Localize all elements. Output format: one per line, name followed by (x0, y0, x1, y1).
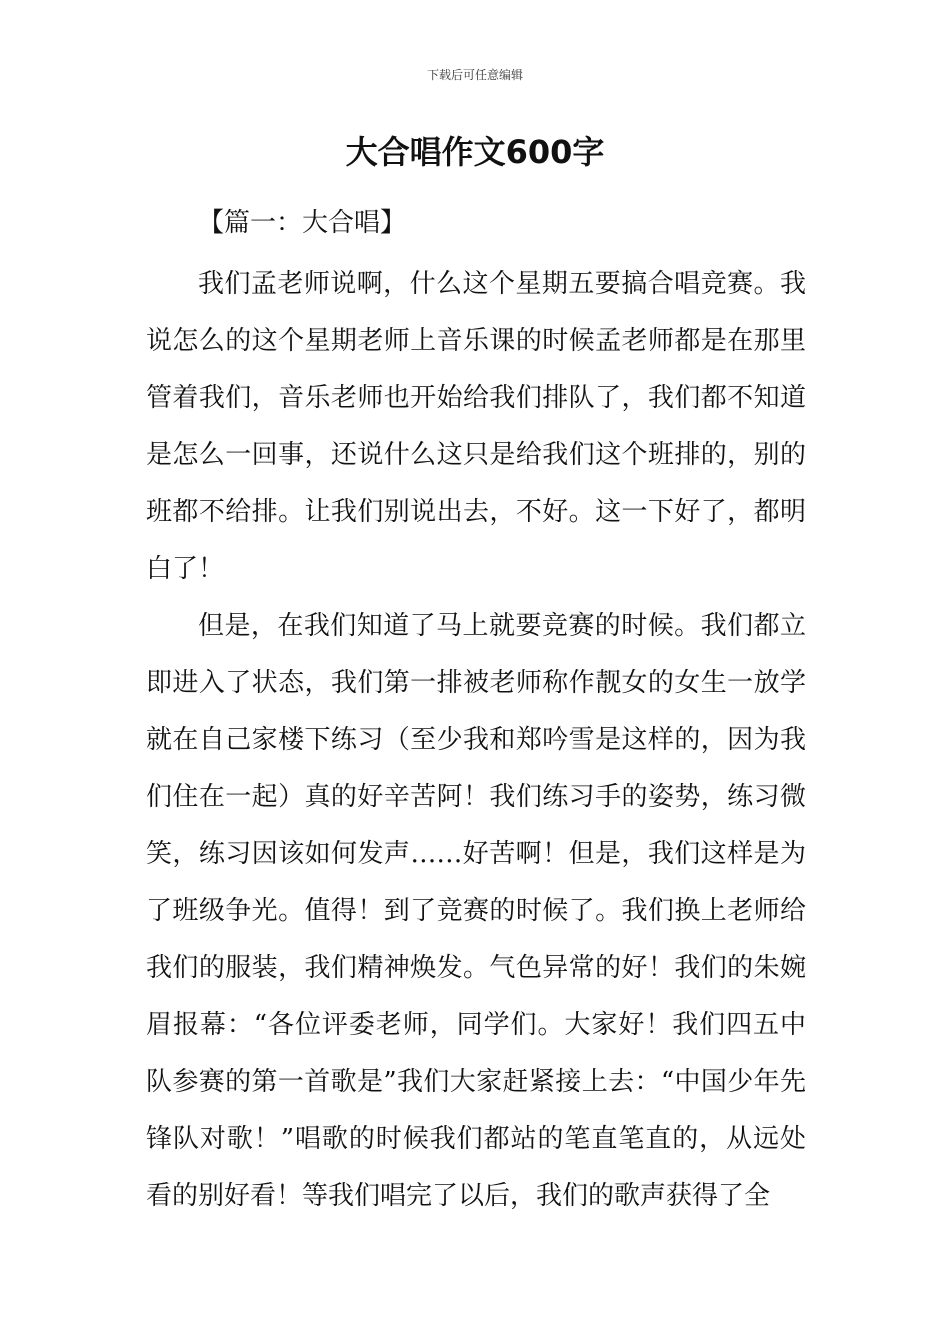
paragraph-1: 我们孟老师说啊，什么这个星期五要搞合唱竞赛。我说怎么的这个星期老师上音乐课的时候孟老师都是在那里管着我们，音乐老师也开始给我们排队了，我们都不知道是怎么一回事，还说什么这只是给我们这个班排的，别的班都不给排。让我们别说出去，不好。这一下好了，都明白了！ (146, 269, 806, 584)
essay-body (146, 256, 806, 1225)
paragraph-2: 但是，在我们知道了马上就要竞赛的时候。我们都立即进入了状态，我们第一排被老师称作靓女的女生一放学就在自己家楼下练习（至少我和郑吟雪是这样的，因为我们住在一起）真的好辛苦阿！我们练习手的姿势，练习微笑，练习因该如何发声……好苦啊！但是，我们这样是为了班级争光。值得！到了竞赛的时候了。我们换上老师给我们的服装，我们精神焕发。气色异常的好！我们的朱婉眉报幕：“各位评委老师，同学们。大家好！我们四五中队参赛的第一首歌是”我们大家赶紧接上去：“中国少年先锋队对歌！”唱歌的时候我们都站的笔直笔直的，从远处看的别好看！等我们唱完了以后，我们的歌声获得了全 (146, 611, 806, 1211)
document-title: 大合唱作文600字 (345, 133, 605, 171)
header-note: 下载后可任意编辑 (426, 68, 523, 82)
section-heading: 【篇一：大合唱】 (198, 208, 407, 238)
